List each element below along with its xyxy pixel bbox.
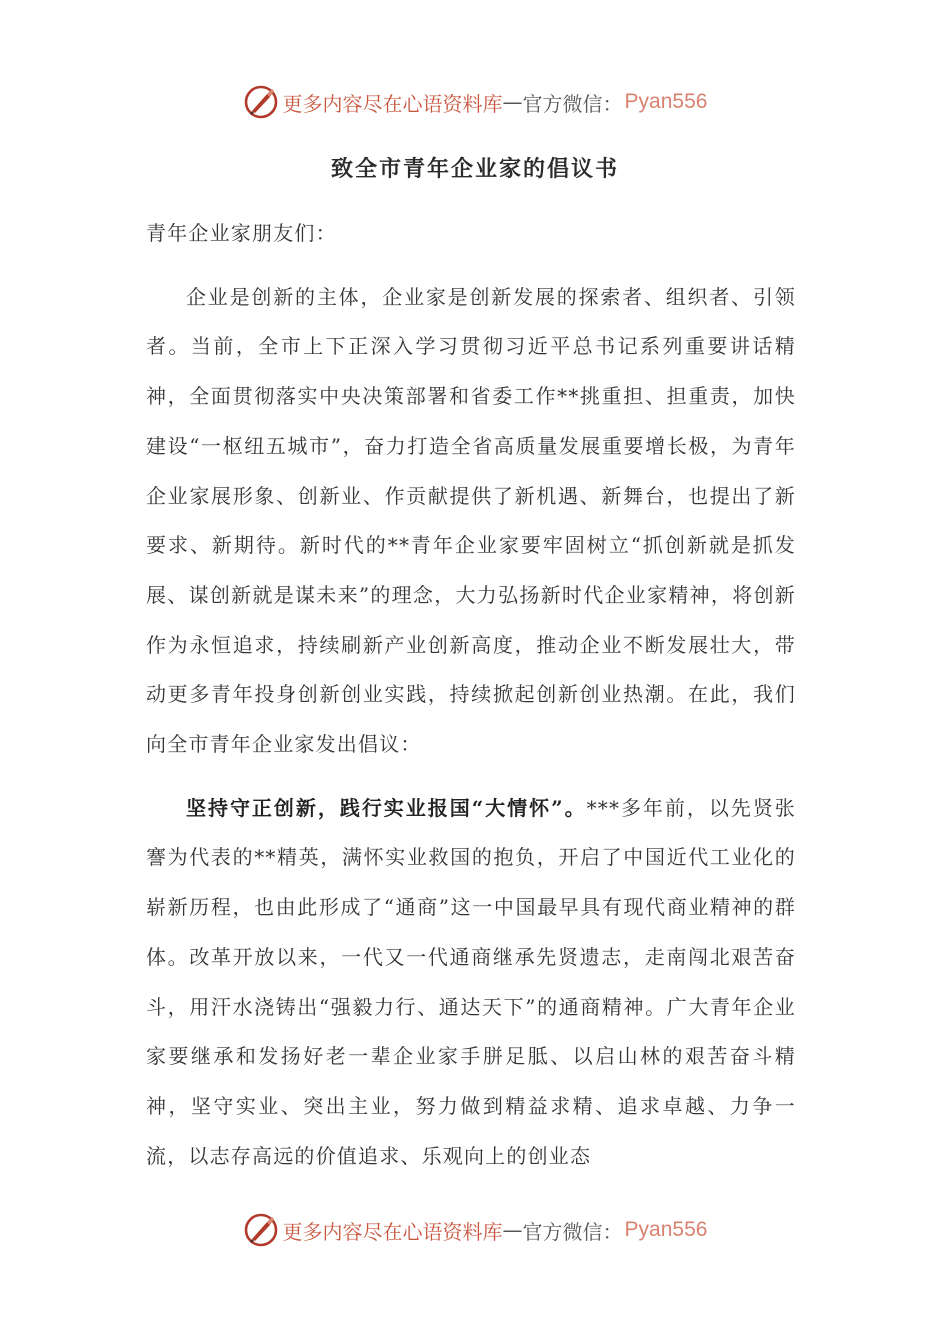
paragraph-2 xyxy=(146,784,796,1182)
banner-main-text: 更多内容尽在心语资料库 xyxy=(282,91,503,116)
salutation: 青年企业家朋友们： xyxy=(146,221,337,245)
banner-wechat-id: Pyan556 xyxy=(624,90,708,113)
banner-main-text: 更多内容尽在心语资料库 xyxy=(282,1219,503,1244)
paragraph-2-body: ***多年前，以先贤张謇为代表的**精英，满怀实业救国的抱负，开启了中国近代工业化的崭新历程，也由此形成了“通商”这一中国最早具有现代商业精神的群体。改革开放以来，一代又一代通商继承先贤遗志，走南闯北艰苦奋斗，用汗水浇铸出“强毅力行、通达天下”的通商精神。广大青年企业家要继承和发扬好老一辈企业家手胼足胝、以启山林的艰苦奋斗精神，坚守实业、突出主业，努力做到精益求精、追求卓越、力争一流，以志存高远的价值追求、乐观向上的创业态 xyxy=(146,795,796,1168)
banner-separator: — xyxy=(502,1218,523,1242)
pen-circle-logo-icon xyxy=(243,1212,279,1248)
pen-circle-logo-icon xyxy=(243,84,279,120)
paragraph-1: 企业是创新的主体，企业家是创新发展的探索者、组织者、引领者。当前，全市上下正深入学习贯彻习近平总书记系列重要讲话精神，全面贯彻落实中央决策部署和省委工作**挑重担、担重责，加快建设“一枢纽五城市”，奋力打造全省高质量发展重要增长极，为青年企业家展形象、创新业、作贡献提供了新机遇、新舞台，也提出了新要求、新期待。新时代的**青年企业家要牢固树立“抓创新就是抓发展、谋创新就是谋未来”的理念，大力弘扬新时代企业家精神，将创新作为永恒追求，持续刷新产业创新高度，推动企业不断发展壮大，带动更多青年投身创新创业实践，持续掀起创新创业热潮。在此，我们向全市青年企业家发出倡议： xyxy=(146,284,796,757)
document-title: 致全市青年企业家的倡议书 xyxy=(330,157,619,182)
header-banner xyxy=(0,82,950,122)
banner-wechat-label: 官方微信： xyxy=(522,91,623,116)
banner-separator: — xyxy=(502,90,523,114)
document-body xyxy=(146,209,796,1181)
banner-wechat-id: Pyan556 xyxy=(624,1218,708,1241)
footer-banner xyxy=(0,1210,950,1250)
paragraph-2-lead: 坚持守正创新，践行实业报国“大情怀”。 xyxy=(186,795,587,820)
banner-wechat-label: 官方微信： xyxy=(522,1219,623,1244)
